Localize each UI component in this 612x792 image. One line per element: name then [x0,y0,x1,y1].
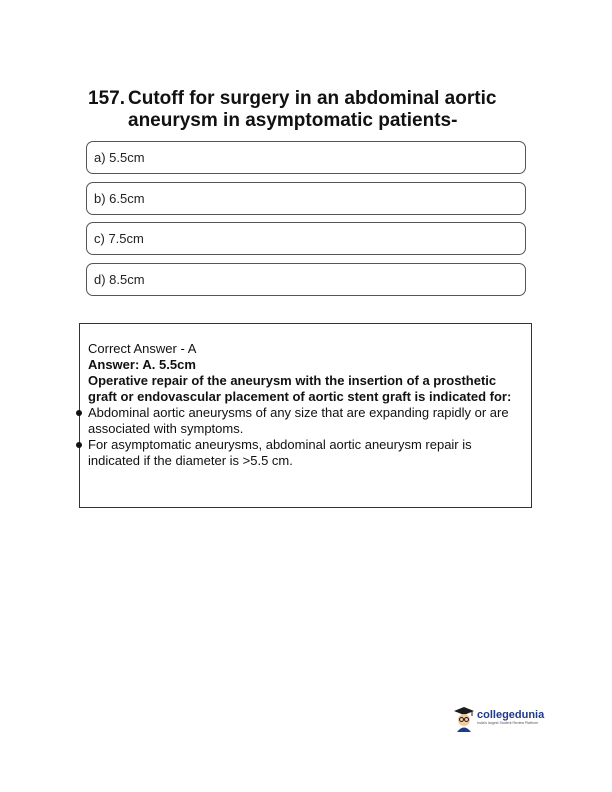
question-text-line-1: Cutoff for surgery in an abdominal aortic [128,88,497,109]
logo-tagline: India's largest Student Review Platform [477,721,538,725]
question-title [88,88,538,132]
options-list [86,141,526,303]
explanation-heading: Operative repair of the aneurysm with the insertion of a prosthetic graft or endovascular placement of aortic stent graft is indicated for: [88,373,512,404]
bullet-text: For asymptomatic aneurysms, abdominal aortic aneurysm repair is indicated if the diameter is >5.5 cm. [88,437,472,468]
explanation-list [88,405,523,469]
bullet-icon [76,442,82,448]
bullet-icon [76,410,82,416]
logo-name: collegedunia [477,709,545,721]
collegedunia-logo [453,706,544,732]
answer-box [79,323,532,508]
list-item [88,437,523,469]
list-item [88,405,523,437]
option-b[interactable]: b) 6.5cm [86,182,526,215]
question-text-line-2: aneurysm in asymptomatic patients- [128,110,458,131]
option-c[interactable]: c) 7.5cm [86,222,526,255]
correct-answer-label: Correct Answer - A [88,341,197,356]
option-a[interactable]: a) 5.5cm [86,141,526,174]
option-d[interactable]: d) 8.5cm [86,263,526,296]
graduate-mascot-icon [453,706,475,732]
question-number: 157. [88,88,125,109]
answer-line: Answer: A. 5.5cm [88,357,196,372]
bullet-text: Abdominal aortic aneurysms of any size that are expanding rapidly or are associated with symptoms. [88,405,509,436]
